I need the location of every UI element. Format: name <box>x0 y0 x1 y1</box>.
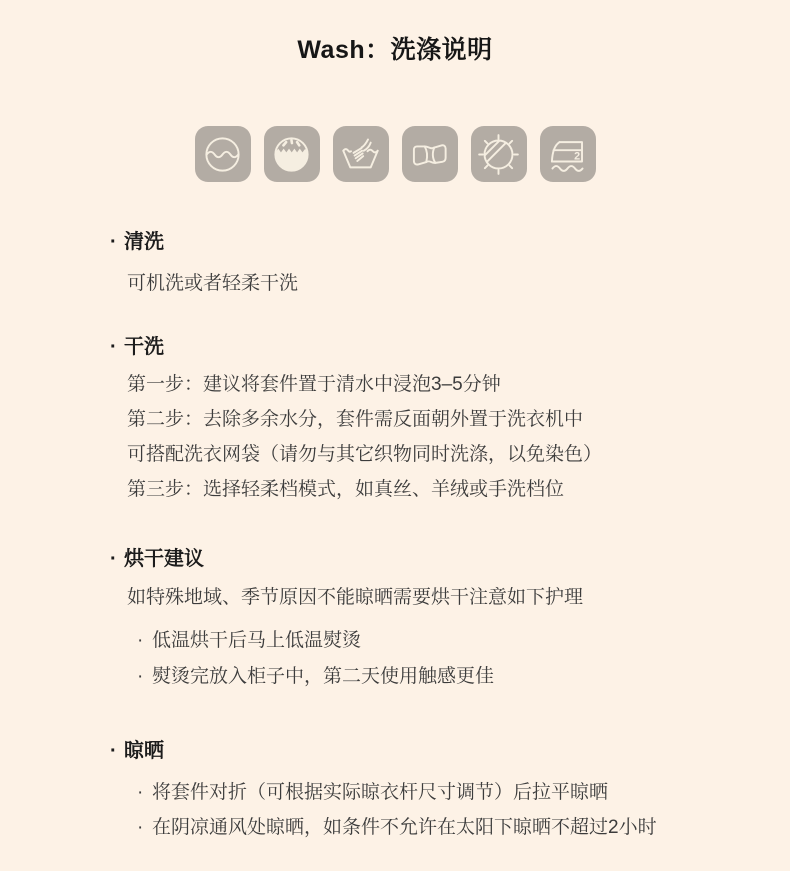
list-item <box>110 659 740 695</box>
wring-twist-icon <box>402 126 458 182</box>
steam-iron-icon <box>540 126 596 182</box>
bullet-marker: · <box>110 336 117 358</box>
line-dry-tip-2: 在阴凉通风处晾晒，如条件不允许在太阳下晾晒不超过2小时 <box>152 817 657 838</box>
sun-dry-icon <box>471 126 527 182</box>
section-line-dry-heading <box>110 737 740 765</box>
tumble-dry-tip-2: 熨烫完放入柜子中，第二天使用触感更佳 <box>152 666 495 687</box>
line-dry-tips <box>110 775 740 845</box>
list-item <box>110 775 740 810</box>
soak-water-icon <box>264 126 320 182</box>
section-tumble-dry-title: 烘干建议 <box>124 548 204 570</box>
dry-clean-step-1: 第一步：建议将套件置于清水中浸泡3–5分钟 <box>127 374 501 395</box>
hand-wash-icon <box>333 126 389 182</box>
instructions-content <box>0 228 790 845</box>
bullet-marker: · <box>137 666 144 687</box>
section-dry-clean <box>110 333 740 507</box>
section-wash <box>110 228 740 297</box>
dry-clean-step-2: 第二步：去除多余水分，套件需反面朝外置于洗衣机中 <box>127 409 584 430</box>
section-wash-line: 可机洗或者轻柔干洗 <box>127 273 299 294</box>
iron-level-label: 2 <box>574 149 581 162</box>
care-icons-row <box>0 126 790 182</box>
bullet-marker: · <box>110 231 117 253</box>
section-tumble-dry-intro: 如特殊地域、季节原因不能晾晒需要烘干注意如下护理 <box>127 587 584 608</box>
section-dry-clean-heading <box>110 333 740 361</box>
bullet-marker: · <box>110 548 117 570</box>
tumble-dry-tip-1: 低温烘干后马上低温熨烫 <box>152 630 362 651</box>
bullet-marker: · <box>137 782 144 803</box>
section-wash-title: 清洗 <box>124 231 164 253</box>
bullet-marker: · <box>110 740 117 762</box>
section-dry-clean-steps <box>110 367 740 507</box>
section-line-dry <box>110 737 740 845</box>
page-title: Wash：洗涤说明 <box>297 36 493 64</box>
list-item <box>110 623 740 659</box>
dry-clean-step-3: 第三步：选择轻柔档模式，如真丝、羊绒或手洗档位 <box>127 479 565 500</box>
section-wash-heading <box>110 228 740 256</box>
line-dry-tip-1: 将套件对折（可根据实际晾衣杆尺寸调节）后拉平晾晒 <box>152 782 609 803</box>
section-tumble-dry <box>110 545 740 695</box>
section-dry-clean-title: 干洗 <box>124 336 164 358</box>
bullet-marker: · <box>137 817 144 838</box>
section-line-dry-title: 晾晒 <box>124 740 164 762</box>
machine-wash-icon <box>195 126 251 182</box>
dry-clean-step-2-note: 可搭配洗衣网袋（请勿与其它织物同时洗涤，以免染色） <box>127 444 603 465</box>
tumble-dry-tips <box>110 623 740 695</box>
section-tumble-dry-heading <box>110 545 740 573</box>
bullet-marker: · <box>137 630 144 651</box>
list-item <box>110 810 740 845</box>
